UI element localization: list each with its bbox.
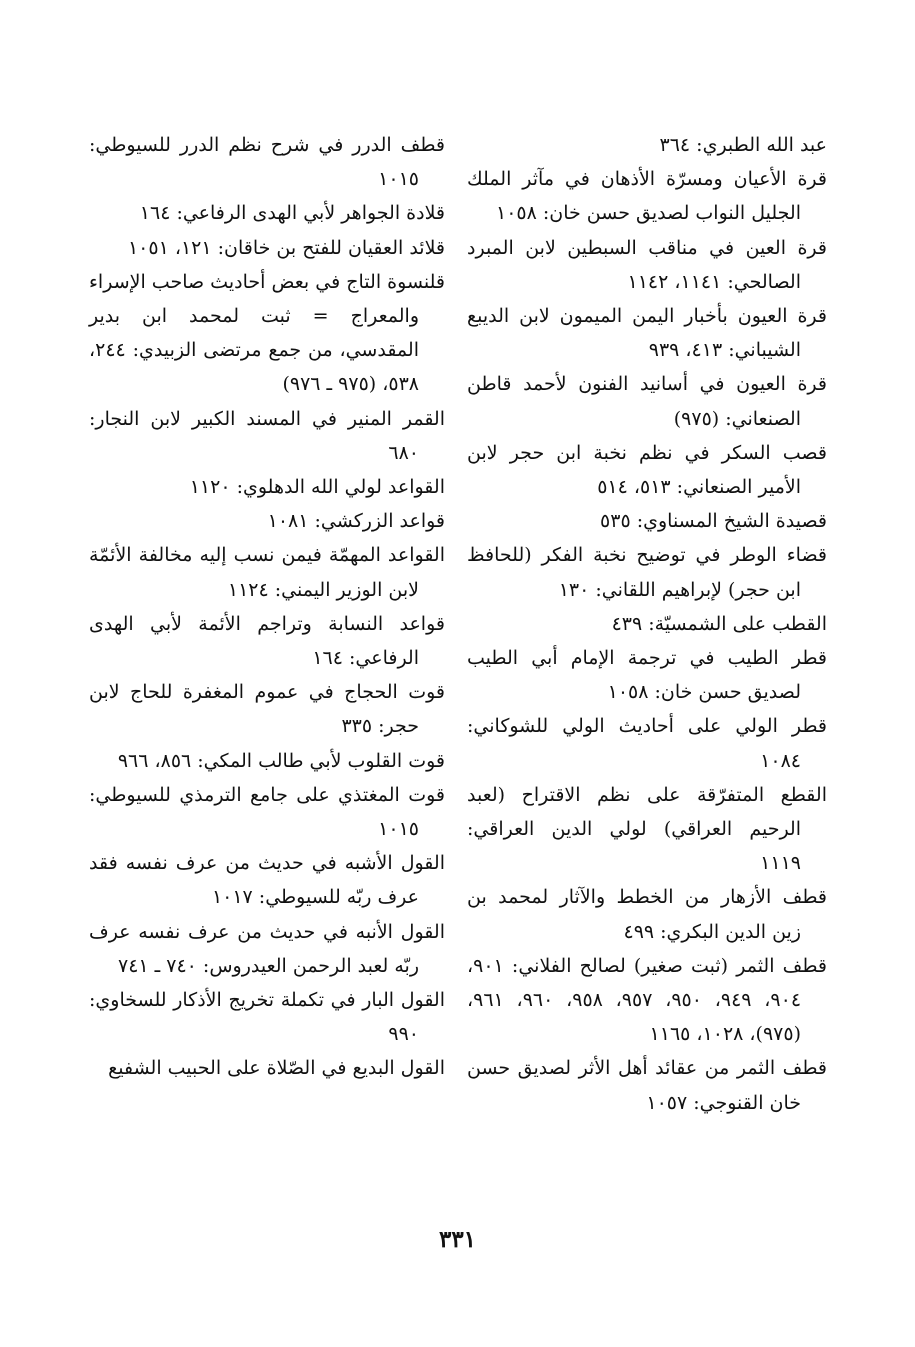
index-entry: قلادة الجواهر لأبي الهدى الرفاعي: ١٦٤	[139, 202, 445, 225]
index-entry: قطف الثمر من عقائد أهل الأثر لصديق حسن خان القنوجي: ١٠٥٧	[467, 1057, 827, 1114]
index-entry: قوت القلوب لأبي طالب المكي: ٨٥٦، ٩٦٦	[117, 749, 445, 772]
index-entry: قضاء الوطر في توضيح نخبة الفكر (للحافظ ابن حجر) لإبراهيم اللقاني: ١٣٠	[467, 544, 827, 601]
index-entry: قواعد الزركشي: ١٠٨١	[267, 510, 445, 533]
index-entry: القطب على الشمسيّة: ٤٣٩	[611, 612, 827, 635]
index-entry: قطف الثمر (ثبت صغير) لصالح الفلاني: ٩٠١، ٩٠٤، ٩٤٩، ٩٥٠، ٩٥٧، ٩٥٨، ٩٦٠، ٩٦١، (٩٧٥)، ١٠٢٨، ١١٦٥	[467, 954, 827, 1046]
index-entry: قرة العين في مناقب السبطين لابن المبرد الصالحي: ١١٤١، ١١٤٢	[467, 236, 827, 293]
index-entry: قصيدة الشيخ المسناوي: ٥٣٥	[600, 510, 827, 533]
index-entry: قرة العيون في أسانيد الفنون لأحمد قاطن الصنعاني: (٩٧٥)	[467, 373, 827, 430]
index-entry: قرة العيون بأخبار اليمن الميمون لابن الديبع الشيباني: ٤١٣، ٩٣٩	[467, 305, 827, 362]
index-entry: القواعد لولي الله الدهلوي: ١١٢٠	[189, 476, 445, 499]
index-column-right	[467, 128, 827, 1120]
index-entry: عبد الله الطبري: ٣٦٤	[659, 134, 827, 156]
index-entry: القول الأنبه في حديث من عرف نفسه عرف ربّه لعبد الرحمن العيدروس: ٧٤٠ ـ ٧٤١	[89, 920, 445, 977]
index-column-left	[89, 128, 445, 1086]
index-entry: القواعد المهمّة فيمن نسب إليه مخالفة الأئمّة لابن الوزير اليمني: ١١٢٤	[89, 544, 445, 601]
page-number: ٣٣١	[438, 1226, 477, 1253]
index-entry: قطر الولي على أحاديث الولي للشوكاني: ١٠٨٤	[467, 715, 827, 772]
index-entry: قوت المغتذي على جامع الترمذي للسيوطي: ١٠١٥	[89, 783, 445, 841]
index-entry: قطف الأزهار من الخطط والآثار لمحمد بن زين الدين البكري: ٤٩٩	[467, 886, 827, 943]
index-entry: القول البار في تكملة تخريج الأذكار للسخاوي: ٩٩٠	[89, 989, 445, 1046]
index-entry: القول البديع في الصّلاة على الحبيب الشفيع	[108, 1057, 445, 1080]
index-entry: قواعد النسابة وتراجم الأئمة لأبي الهدى الرفاعي: ١٦٤	[89, 612, 445, 670]
index-entry: القطع المتفرّقة على نظم الاقتراح (لعبد الرحيم العراقي) لولي الدين العراقي: ١١١٩	[467, 783, 827, 875]
index-entry: قرة الأعيان ومسرّة الأذهان في مآثر الملك الجليل النواب لصديق حسن خان: ١٠٥٨	[467, 168, 827, 225]
index-entry: قلنسوة التاج في بعض أحاديث صاحب الإسراء والمعراج = ثبت لمحمد ابن بدير المقدسي، من جمع مرتضى الزبيدي: ٢٤٤، ٥٣٨، (٩٧٥ ـ ٩٧٦)	[89, 270, 445, 396]
index-entry: القمر المنير في المسند الكبير لابن النجار: ٦٨٠	[89, 407, 445, 464]
index-entry: قطف الدرر في شرح نظم الدرر للسيوطي: ١٠١٥	[89, 134, 445, 191]
index-entry: القول الأشبه في حديث من عرف نفسه فقد عرف ربّه للسيوطي: ١٠١٧	[89, 852, 445, 909]
index-entry: قوت الحجاج في عموم المغفرة للحاج لابن حجر: ٣٣٥	[89, 681, 445, 738]
index-entry: قطر الطيب في ترجمة الإمام أبي الطيب لصديق حسن خان: ١٠٥٨	[467, 647, 827, 704]
index-entry: قلائد العقيان للفتح بن خاقان: ١٢١، ١٠٥١	[127, 236, 445, 259]
index-entry: قصب السكر في نظم نخبة ابن حجر لابن الأمير الصنعاني: ٥١٣، ٥١٤	[467, 441, 827, 499]
